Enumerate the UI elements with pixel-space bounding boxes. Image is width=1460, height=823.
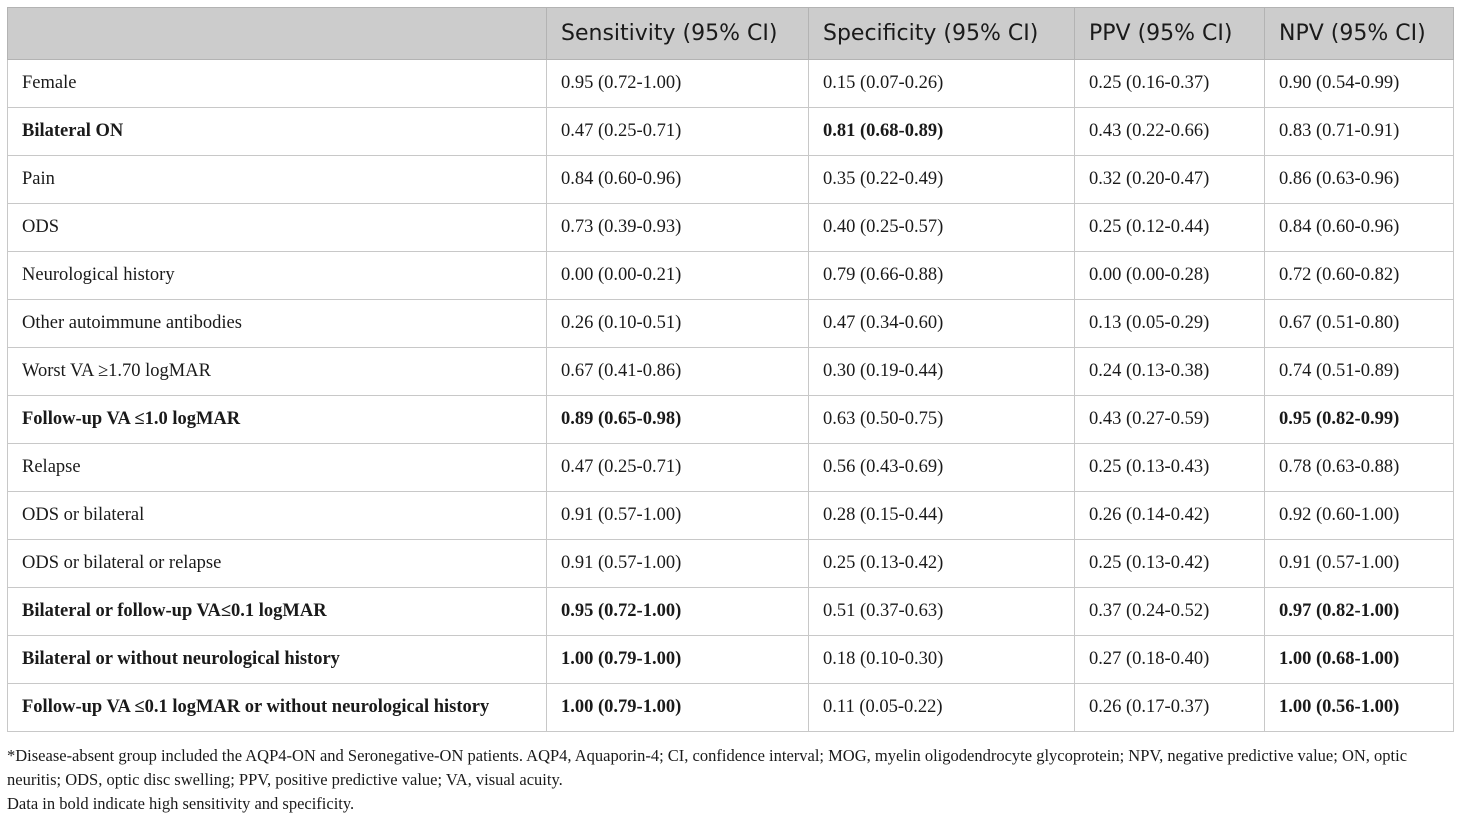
cell-specificity: 0.47 (0.34-0.60) bbox=[809, 300, 1075, 348]
cell-variable: Pain bbox=[8, 156, 547, 204]
cell-ppv: 0.25 (0.13-0.42) bbox=[1075, 540, 1265, 588]
cell-npv: 0.78 (0.63-0.88) bbox=[1265, 444, 1454, 492]
cell-sensitivity: 0.26 (0.10-0.51) bbox=[547, 300, 809, 348]
cell-npv: 0.95 (0.82-0.99) bbox=[1265, 396, 1454, 444]
header-npv: NPV (95% CI) bbox=[1265, 8, 1454, 60]
table-body bbox=[8, 60, 1454, 732]
cell-npv: 0.67 (0.51-0.80) bbox=[1265, 300, 1454, 348]
cell-npv: 0.84 (0.60-0.96) bbox=[1265, 204, 1454, 252]
table-row bbox=[8, 300, 1454, 348]
header-sensitivity: Sensitivity (95% CI) bbox=[547, 8, 809, 60]
table-row bbox=[8, 60, 1454, 108]
cell-npv: 0.86 (0.63-0.96) bbox=[1265, 156, 1454, 204]
cell-specificity: 0.51 (0.37-0.63) bbox=[809, 588, 1075, 636]
cell-ppv: 0.26 (0.17-0.37) bbox=[1075, 684, 1265, 732]
cell-ppv: 0.32 (0.20-0.47) bbox=[1075, 156, 1265, 204]
table-row bbox=[8, 540, 1454, 588]
header-ppv: PPV (95% CI) bbox=[1075, 8, 1265, 60]
cell-specificity: 0.56 (0.43-0.69) bbox=[809, 444, 1075, 492]
table-row bbox=[8, 204, 1454, 252]
cell-variable: Worst VA ≥1.70 logMAR bbox=[8, 348, 547, 396]
cell-ppv: 0.43 (0.27-0.59) bbox=[1075, 396, 1265, 444]
cell-sensitivity: 0.73 (0.39-0.93) bbox=[547, 204, 809, 252]
cell-specificity: 0.18 (0.10-0.30) bbox=[809, 636, 1075, 684]
cell-specificity: 0.25 (0.13-0.42) bbox=[809, 540, 1075, 588]
cell-ppv: 0.25 (0.13-0.43) bbox=[1075, 444, 1265, 492]
cell-variable: Bilateral or without neurological history bbox=[8, 636, 547, 684]
cell-ppv: 0.43 (0.22-0.66) bbox=[1075, 108, 1265, 156]
cell-npv: 0.90 (0.54-0.99) bbox=[1265, 60, 1454, 108]
cell-npv: 0.91 (0.57-1.00) bbox=[1265, 540, 1454, 588]
cell-variable: ODS or bilateral bbox=[8, 492, 547, 540]
results-table-container bbox=[7, 7, 1453, 732]
cell-sensitivity: 0.89 (0.65-0.98) bbox=[547, 396, 809, 444]
cell-variable: ODS or bilateral or relapse bbox=[8, 540, 547, 588]
cell-npv: 0.97 (0.82-1.00) bbox=[1265, 588, 1454, 636]
header-variable bbox=[8, 8, 547, 60]
cell-sensitivity: 0.95 (0.72-1.00) bbox=[547, 588, 809, 636]
table-row bbox=[8, 444, 1454, 492]
cell-npv: 1.00 (0.68-1.00) bbox=[1265, 636, 1454, 684]
table-row bbox=[8, 156, 1454, 204]
table-header-row bbox=[8, 8, 1454, 60]
cell-specificity: 0.11 (0.05-0.22) bbox=[809, 684, 1075, 732]
cell-specificity: 0.40 (0.25-0.57) bbox=[809, 204, 1075, 252]
cell-variable: Bilateral or follow-up VA≤0.1 logMAR bbox=[8, 588, 547, 636]
bold-note: Data in bold indicate high sensitivity and specificity. bbox=[7, 794, 355, 813]
cell-ppv: 0.25 (0.16-0.37) bbox=[1075, 60, 1265, 108]
abbreviations-footnote: *Disease-absent group included the AQP4-ON and Seronegative-ON patients. AQP4, Aquaporin-4; CI, confidence interval; MOG, myelin oligodendrocyte glycoprotein; NPV, negative predictive value; ON, optic neuritis; ODS, optic disc swelling; PPV, positive predictive value; VA, visual acuity. bbox=[7, 746, 1408, 789]
cell-variable: Follow-up VA ≤0.1 logMAR or without neurological history bbox=[8, 684, 547, 732]
cell-sensitivity: 0.67 (0.41-0.86) bbox=[547, 348, 809, 396]
cell-npv: 0.92 (0.60-1.00) bbox=[1265, 492, 1454, 540]
cell-npv: 0.72 (0.60-0.82) bbox=[1265, 252, 1454, 300]
table-row bbox=[8, 348, 1454, 396]
cell-variable: Neurological history bbox=[8, 252, 547, 300]
cell-variable: ODS bbox=[8, 204, 547, 252]
cell-ppv: 0.13 (0.05-0.29) bbox=[1075, 300, 1265, 348]
table-row bbox=[8, 396, 1454, 444]
cell-specificity: 0.30 (0.19-0.44) bbox=[809, 348, 1075, 396]
cell-sensitivity: 1.00 (0.79-1.00) bbox=[547, 684, 809, 732]
cell-variable: Follow-up VA ≤1.0 logMAR bbox=[8, 396, 547, 444]
cell-variable: Other autoimmune antibodies bbox=[8, 300, 547, 348]
cell-variable: Relapse bbox=[8, 444, 547, 492]
cell-variable: Bilateral ON bbox=[8, 108, 547, 156]
cell-sensitivity: 0.47 (0.25-0.71) bbox=[547, 444, 809, 492]
cell-ppv: 0.37 (0.24-0.52) bbox=[1075, 588, 1265, 636]
cell-variable: Female bbox=[8, 60, 547, 108]
cell-sensitivity: 0.95 (0.72-1.00) bbox=[547, 60, 809, 108]
table-row bbox=[8, 588, 1454, 636]
cell-specificity: 0.79 (0.66-0.88) bbox=[809, 252, 1075, 300]
cell-specificity: 0.81 (0.68-0.89) bbox=[809, 108, 1075, 156]
cell-sensitivity: 0.84 (0.60-0.96) bbox=[547, 156, 809, 204]
cell-sensitivity: 0.91 (0.57-1.00) bbox=[547, 492, 809, 540]
header-specificity: Specificity (95% CI) bbox=[809, 8, 1075, 60]
cell-npv: 1.00 (0.56-1.00) bbox=[1265, 684, 1454, 732]
cell-ppv: 0.24 (0.13-0.38) bbox=[1075, 348, 1265, 396]
cell-npv: 0.83 (0.71-0.91) bbox=[1265, 108, 1454, 156]
table-row bbox=[8, 492, 1454, 540]
cell-sensitivity: 0.91 (0.57-1.00) bbox=[547, 540, 809, 588]
cell-sensitivity: 0.47 (0.25-0.71) bbox=[547, 108, 809, 156]
cell-sensitivity: 1.00 (0.79-1.00) bbox=[547, 636, 809, 684]
table-footnotes bbox=[7, 744, 1453, 816]
cell-specificity: 0.15 (0.07-0.26) bbox=[809, 60, 1075, 108]
cell-specificity: 0.35 (0.22-0.49) bbox=[809, 156, 1075, 204]
cell-ppv: 0.25 (0.12-0.44) bbox=[1075, 204, 1265, 252]
cell-specificity: 0.63 (0.50-0.75) bbox=[809, 396, 1075, 444]
table-row bbox=[8, 252, 1454, 300]
cell-specificity: 0.28 (0.15-0.44) bbox=[809, 492, 1075, 540]
cell-sensitivity: 0.00 (0.00-0.21) bbox=[547, 252, 809, 300]
cell-ppv: 0.26 (0.14-0.42) bbox=[1075, 492, 1265, 540]
cell-ppv: 0.27 (0.18-0.40) bbox=[1075, 636, 1265, 684]
table-row bbox=[8, 636, 1454, 684]
table-row bbox=[8, 684, 1454, 732]
cell-ppv: 0.00 (0.00-0.28) bbox=[1075, 252, 1265, 300]
cell-npv: 0.74 (0.51-0.89) bbox=[1265, 348, 1454, 396]
table-row bbox=[8, 108, 1454, 156]
diagnostic-performance-table bbox=[7, 7, 1454, 732]
